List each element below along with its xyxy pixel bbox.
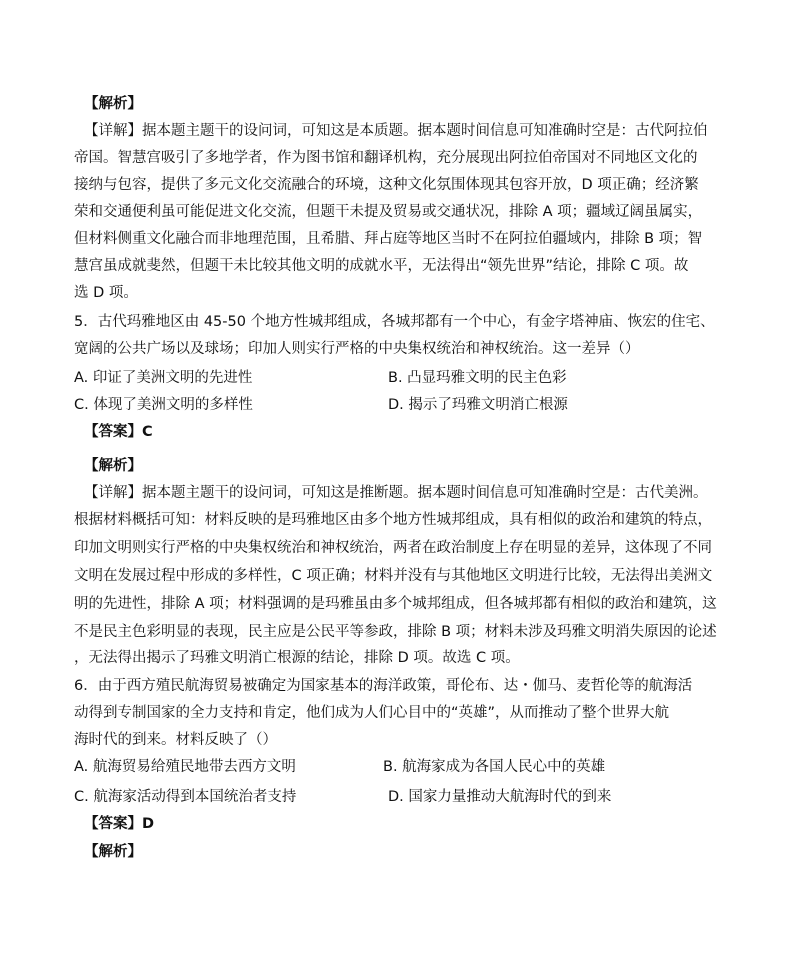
- detail-line: 文明在发展过程中形成的多样性，C 项正确；材料并没有与其他地区文明进行比较，无法得出美洲文: [74, 568, 713, 584]
- option-b: B. 航海家成为各国人民心中的英雄: [383, 759, 606, 775]
- option-c: C. 体现了美洲文明的多样性: [74, 397, 253, 413]
- option-b: B. 凸显玛雅文明的民主色彩: [388, 370, 567, 386]
- answer-label: 【答案】C: [84, 424, 153, 440]
- option-a: A. 印证了美洲文明的先进性: [74, 370, 253, 386]
- detail-line: 不是民主色彩明显的表现，民主应是公民平等参政，排除 B 项；材料未涉及玛雅文明消失原因的论述: [74, 624, 717, 640]
- analysis-heading: 【解析】: [84, 844, 142, 860]
- detail-line: 明的先进性，排除 A 项；材料强调的是玛雅虽由多个城邦组成，但各城邦都有相似的政治和建筑，这: [74, 596, 717, 612]
- question-stem: 6．由于西方殖民航海贸易被确定为国家基本的海洋政策，哥伦布、达・伽马、麦哲伦等的航海活: [74, 678, 693, 694]
- detail-line: 根据材料概括可知：材料反映的是玛雅地区由多个地方性城邦组成，具有相似的政治和建筑的特点，: [74, 512, 712, 528]
- option-d: D. 国家力量推动大航海时代的到来: [388, 789, 612, 805]
- detail-line: 慧宫虽成就斐然，但题干未比较其他文明的成就水平，无法得出“领先世界”结论，排除 C 项。故: [74, 258, 689, 274]
- analysis-heading: 【解析】: [84, 458, 142, 474]
- detail-line: 印加文明则实行严格的中央集权统治和神权统治，两者在政治制度上存在明显的差异，这体现了不同: [74, 540, 712, 556]
- detail-line: 【详解】据本题主题干的设问词，可知这是推断题。据本题时间信息可知准确时空是：古代美洲。: [84, 485, 708, 501]
- detail-line: 【详解】据本题主题干的设问词，可知这是本质题。据本题时间信息可知准确时空是：古代阿拉伯: [84, 123, 708, 139]
- detail-line: 荣和交通便利虽可能促进文化交流，但题干未提及贸易或交通状况，排除 A 项；疆域辽阔虽属实，: [74, 204, 703, 220]
- question-stem: 宽阔的公共广场以及球场；印加人则实行严格的中央集权统治和神权统治。这一差异（）: [74, 341, 640, 357]
- option-a: A. 航海贸易给殖民地带去西方文明: [74, 759, 296, 775]
- analysis-heading: 【解析】: [84, 96, 142, 112]
- option-c: C. 航海家活动得到本国统治者支持: [74, 789, 297, 805]
- detail-line: ，无法得出揭示了玛雅文明消亡根源的结论，排除 D 项。故选 C 项。: [74, 650, 520, 666]
- detail-line: 选 D 项。: [74, 285, 138, 301]
- detail-line: 接纳与包容，提供了多元文化交流融合的环境，这种文化氛围体现其包容开放，D 项正确；经济繁: [74, 177, 699, 193]
- detail-line: 帝国。智慧宫吸引了多地学者，作为图书馆和翻译机构，充分展现出阿拉伯帝国对不同地区文化的: [74, 150, 698, 166]
- question-stem: 5．古代玛雅地区由 45-50 个地方性城邦组成，各城邦都有一个中心，有金字塔神庙、恢宏的住宅、: [74, 314, 715, 330]
- answer-label: 【答案】D: [84, 816, 155, 832]
- question-stem: 海时代的到来。材料反映了（）: [74, 732, 277, 748]
- question-stem: 动得到专制国家的全力支持和肯定，他们成为人们心目中的“英雄”，从而推动了整个世界大航: [74, 705, 670, 721]
- option-d: D. 揭示了玛雅文明消亡根源: [388, 397, 568, 413]
- detail-line: 但材料侧重文化融合而非地理范围，且希腊、拜占庭等地区当时不在阿拉伯疆域内，排除 B 项；智: [74, 231, 703, 247]
